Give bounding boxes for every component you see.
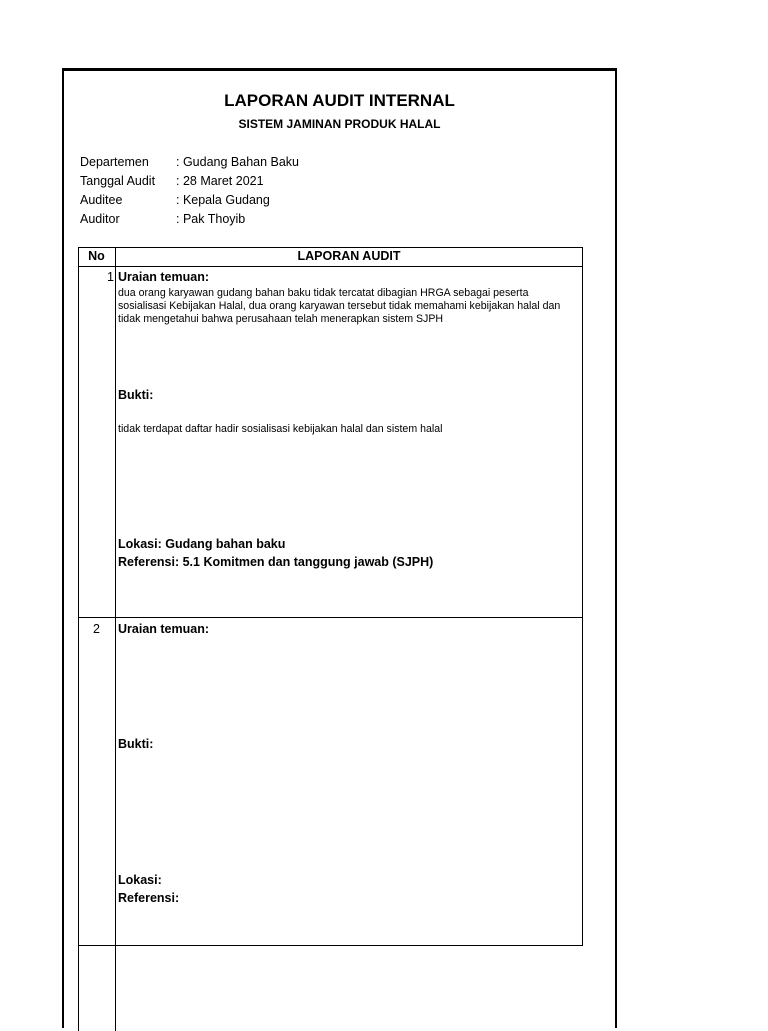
info-row-tanggal bbox=[64, 174, 615, 192]
info-row-auditor bbox=[64, 212, 615, 230]
table-left-border bbox=[78, 247, 79, 1031]
row-number: 2 bbox=[93, 622, 100, 636]
info-row-departemen bbox=[64, 155, 615, 173]
info-value: : Pak Thoyib bbox=[176, 212, 246, 226]
lokasi-label: Lokasi: bbox=[118, 873, 162, 887]
report-page bbox=[62, 68, 617, 1028]
info-label: Tanggal Audit bbox=[80, 174, 156, 188]
bukti-label: Bukti: bbox=[118, 737, 154, 751]
table-right-border bbox=[582, 247, 583, 946]
info-label: Auditee bbox=[80, 193, 123, 207]
table-col-divider bbox=[115, 247, 116, 1031]
table-top-border bbox=[78, 247, 583, 248]
table-bottom-border bbox=[78, 945, 583, 946]
uraian-label: Uraian temuan: bbox=[118, 270, 209, 284]
info-row-auditee bbox=[64, 193, 615, 211]
table-header-border bbox=[78, 266, 583, 267]
referensi-label: Referensi: bbox=[118, 891, 180, 905]
info-value: : 28 Maret 2021 bbox=[176, 174, 264, 188]
lokasi-label: Lokasi: Gudang bahan baku bbox=[118, 537, 286, 551]
header-no: No bbox=[88, 249, 105, 263]
header-laporan-audit: LAPORAN AUDIT bbox=[297, 249, 401, 263]
bukti-label: Bukti: bbox=[118, 388, 154, 402]
uraian-text: dua orang karyawan gudang bahan baku tidak tercatat dibagian HRGA sebagai peserta sosialisasi Kebijakan Halal, dua orang karyawan tersebut tidak memahami kebijakan halal dan tidak mengetahui bahwa perusahaan telah menerapkan sistem SJPH bbox=[118, 287, 561, 325]
info-label: Departemen bbox=[80, 155, 149, 169]
info-label: Auditor bbox=[80, 212, 120, 226]
info-value: : Kepala Gudang bbox=[176, 193, 270, 207]
referensi-label: Referensi: 5.1 Komitmen dan tanggung jawab (SJPH) bbox=[118, 555, 434, 569]
row-number: 1 bbox=[107, 270, 114, 284]
bukti-text: tidak terdapat daftar hadir sosialisasi kebijakan halal dan sistem halal bbox=[118, 423, 443, 435]
report-title: LAPORAN AUDIT INTERNAL bbox=[224, 91, 455, 110]
report-subtitle: SISTEM JAMINAN PRODUK HALAL bbox=[238, 117, 441, 131]
table-row-divider bbox=[78, 617, 583, 618]
uraian-label: Uraian temuan: bbox=[118, 622, 209, 636]
info-value: : Gudang Bahan Baku bbox=[176, 155, 300, 169]
